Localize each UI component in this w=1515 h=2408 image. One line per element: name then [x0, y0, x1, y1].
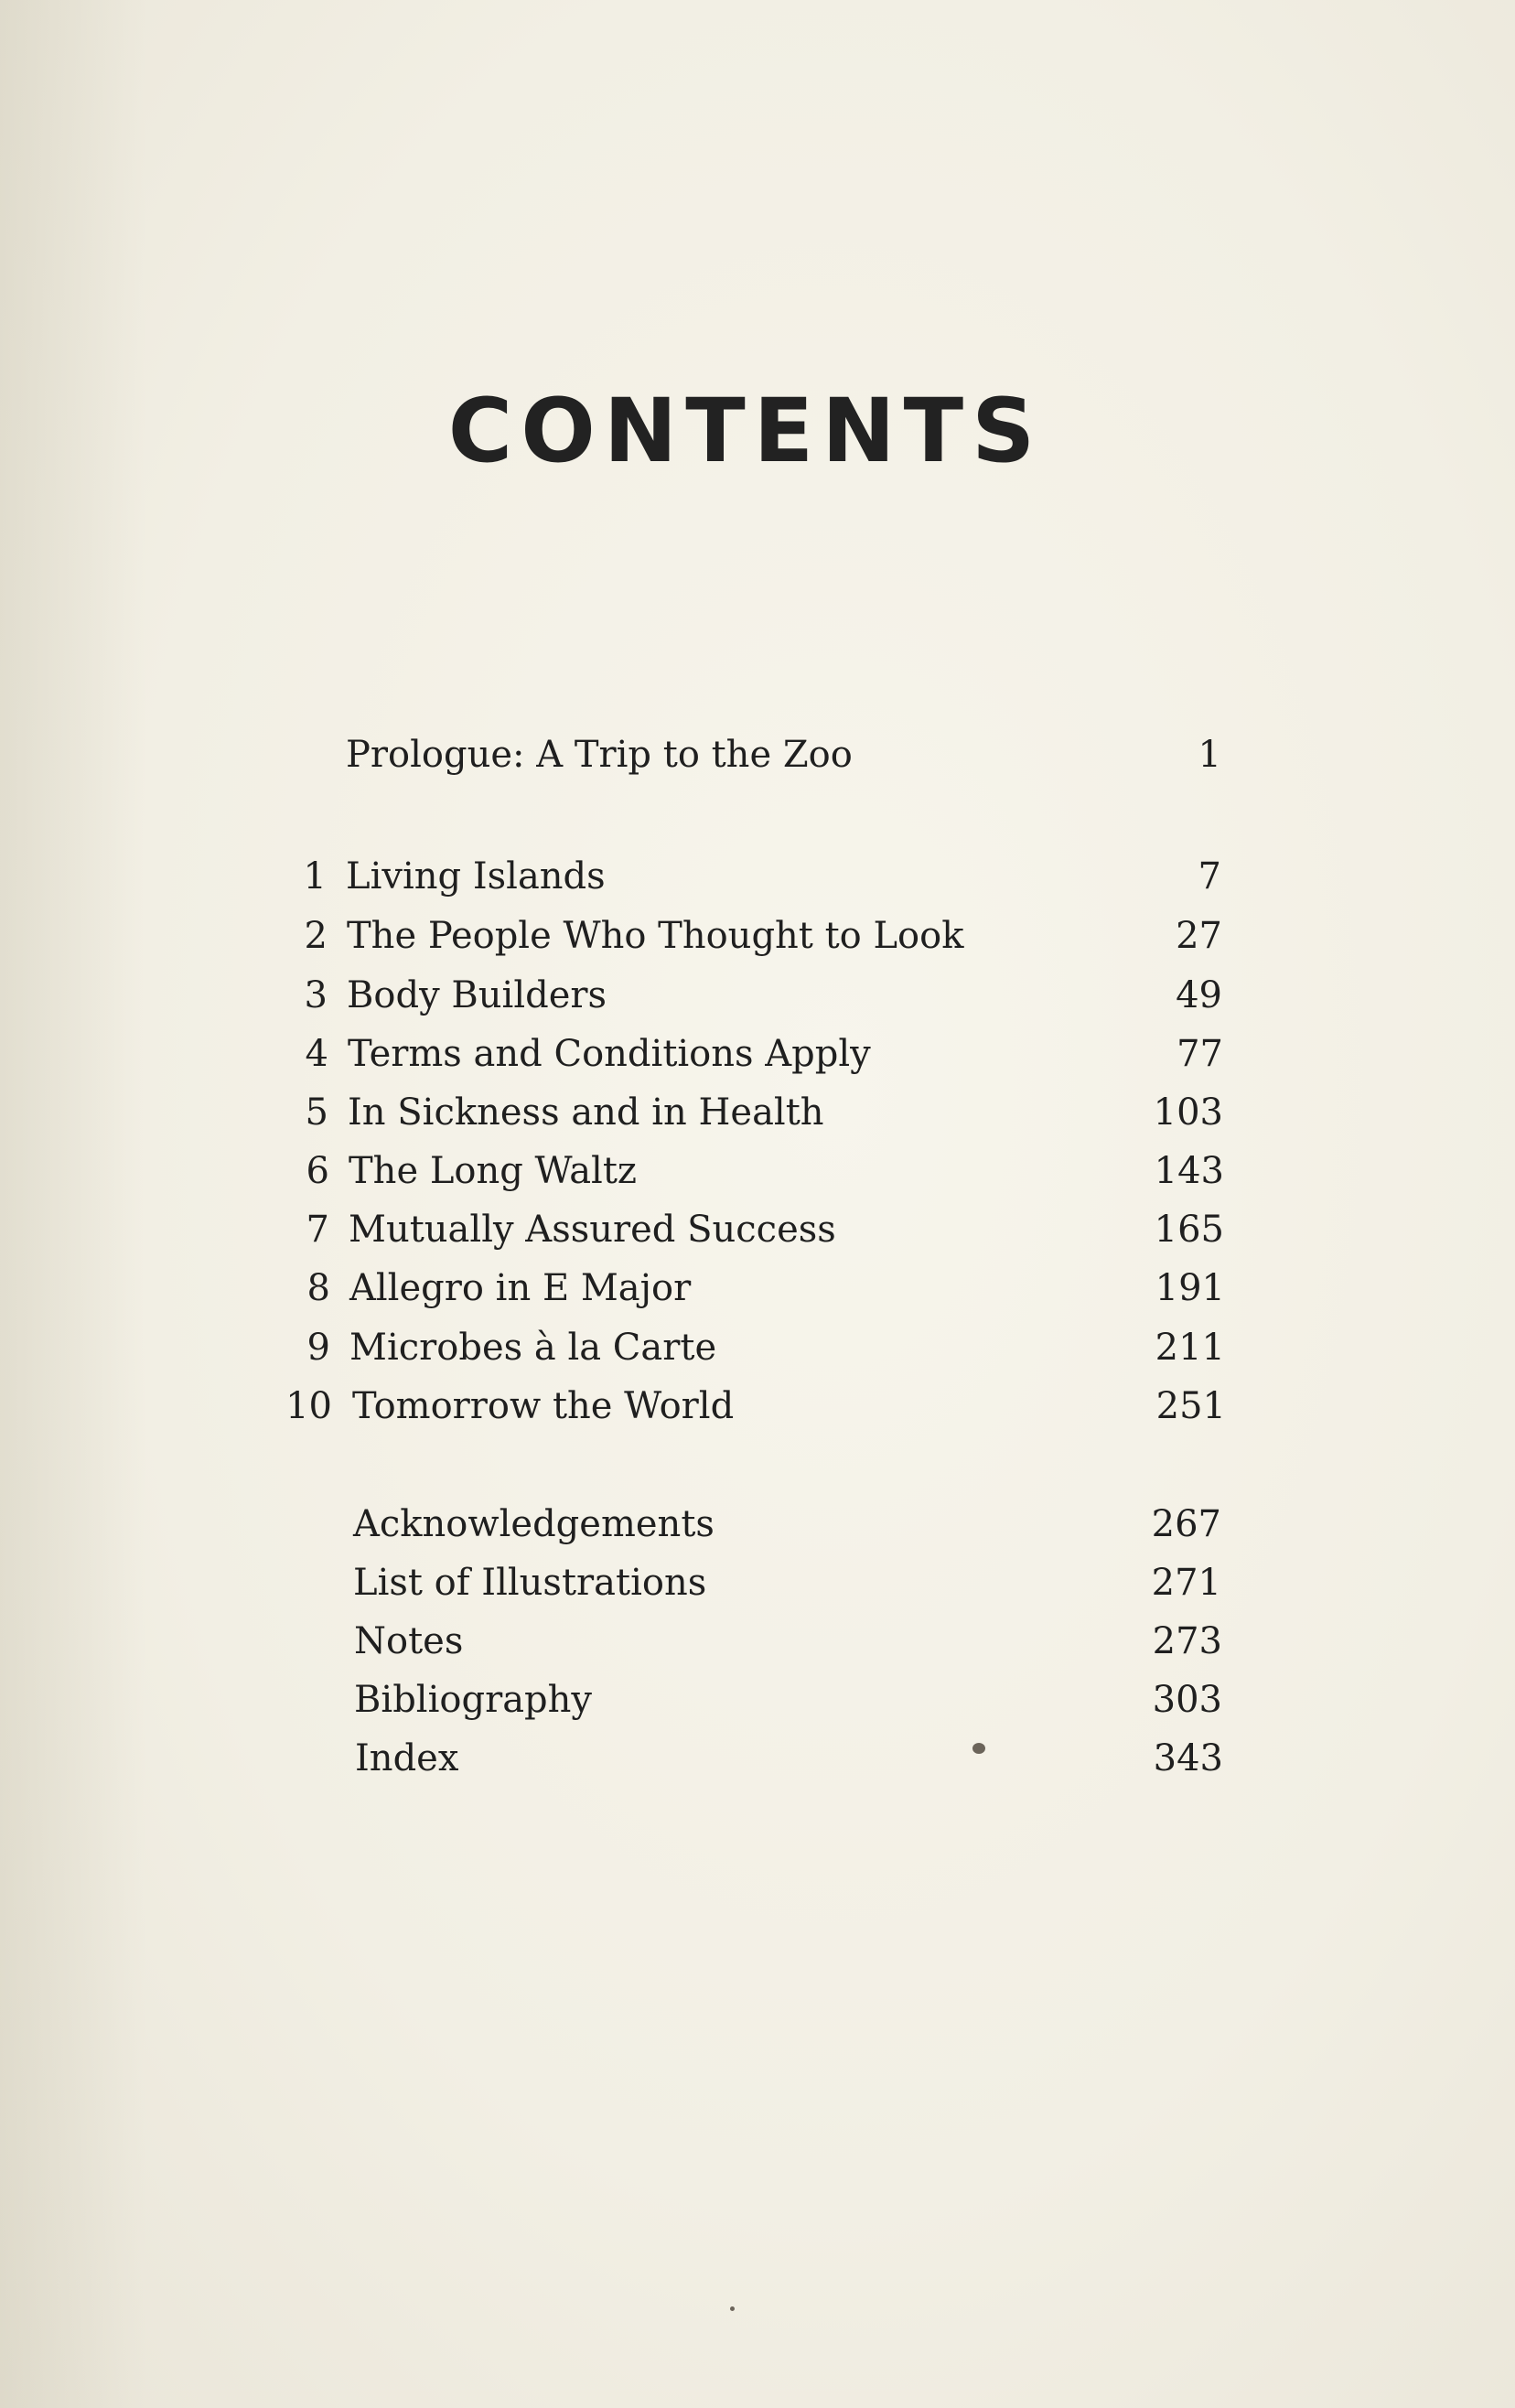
toc-entry-label: Tomorrow the World [352, 1385, 735, 1427]
toc-entry-page: 77 [1177, 1033, 1223, 1075]
toc-entry-back-matter [0, 1614, 1515, 1669]
toc-entry-label: Microbes à la Carte [349, 1327, 717, 1369]
toc-entry-label: Body Builders [347, 974, 607, 1016]
toc-entry-prologue [0, 727, 1515, 782]
page-title: CONTENTS [447, 380, 1044, 482]
paper-speck [730, 2306, 735, 2311]
toc-entry-page: 49 [1176, 974, 1222, 1016]
toc-entry-page: 27 [1176, 915, 1222, 957]
toc-entry-number: 10 [285, 1385, 332, 1427]
toc-entry-number: 3 [304, 974, 328, 1016]
toc-entry-number: 6 [306, 1150, 329, 1192]
toc-entry-chapter [0, 1027, 1515, 1081]
toc-entry-number: 8 [306, 1267, 330, 1309]
toc-entry-page: 303 [1152, 1679, 1222, 1721]
toc-entry-chapter [0, 1144, 1515, 1199]
toc-entry-chapter [0, 849, 1515, 904]
toc-entry-page: 7 [1198, 855, 1221, 898]
toc-entry-label: The People Who Thought to Look [347, 915, 964, 957]
toc-entry-page: 343 [1153, 1737, 1223, 1779]
toc-entry-back-matter [0, 1731, 1515, 1786]
toc-entry-label: Notes [354, 1620, 464, 1662]
toc-entry-chapter [0, 968, 1515, 1023]
toc-entry-number: 1 [303, 855, 327, 898]
toc-entry-chapter [0, 1261, 1515, 1316]
toc-entry-label: List of Illustrations [353, 1562, 707, 1604]
toc-entry-label: Acknowledgements [353, 1503, 715, 1545]
toc-entry-page: 273 [1152, 1620, 1222, 1662]
toc-entry-label: Mutually Assured Success [349, 1209, 836, 1251]
toc-entry-page: 267 [1151, 1503, 1221, 1545]
toc-entry-page: 211 [1155, 1327, 1225, 1369]
toc-entry-back-matter [0, 1497, 1515, 1552]
toc-entry-page: 143 [1154, 1150, 1224, 1192]
toc-entry-page: 251 [1155, 1385, 1226, 1427]
toc-entry-label: Prologue: A Trip to the Zoo [346, 734, 853, 776]
toc-entry-page: 271 [1151, 1562, 1221, 1604]
toc-entry-chapter [0, 1085, 1515, 1140]
toc-entry-label: Index [355, 1737, 459, 1779]
toc-entry-chapter [0, 1202, 1515, 1257]
toc-entry-label: In Sickness and in Health [348, 1091, 824, 1134]
toc-entry-back-matter [0, 1672, 1515, 1727]
toc-entry-number: 5 [305, 1091, 328, 1134]
toc-entry-page: 1 [1198, 734, 1221, 776]
toc-entry-number: 4 [305, 1033, 328, 1075]
toc-entry-page: 165 [1154, 1209, 1224, 1251]
toc-entry-label: The Long Waltz [349, 1150, 637, 1192]
toc-entry-chapter [0, 1379, 1515, 1434]
paper-speck [972, 1743, 985, 1754]
toc-entry-chapter [0, 1320, 1515, 1375]
toc-entry-back-matter [0, 1555, 1515, 1610]
toc-entry-label: Allegro in E Major [349, 1267, 692, 1309]
toc-entry-number: 9 [306, 1327, 330, 1369]
toc-entry-chapter [0, 908, 1515, 963]
toc-entry-label: Bibliography [354, 1679, 592, 1721]
toc-entry-number: 7 [306, 1209, 329, 1251]
toc-entry-page: 191 [1155, 1267, 1225, 1309]
toc-entry-number: 2 [304, 915, 328, 957]
toc-entry-page: 103 [1153, 1091, 1223, 1134]
toc-entry-label: Living Islands [346, 855, 606, 898]
toc-entry-label: Terms and Conditions Apply [348, 1033, 871, 1075]
